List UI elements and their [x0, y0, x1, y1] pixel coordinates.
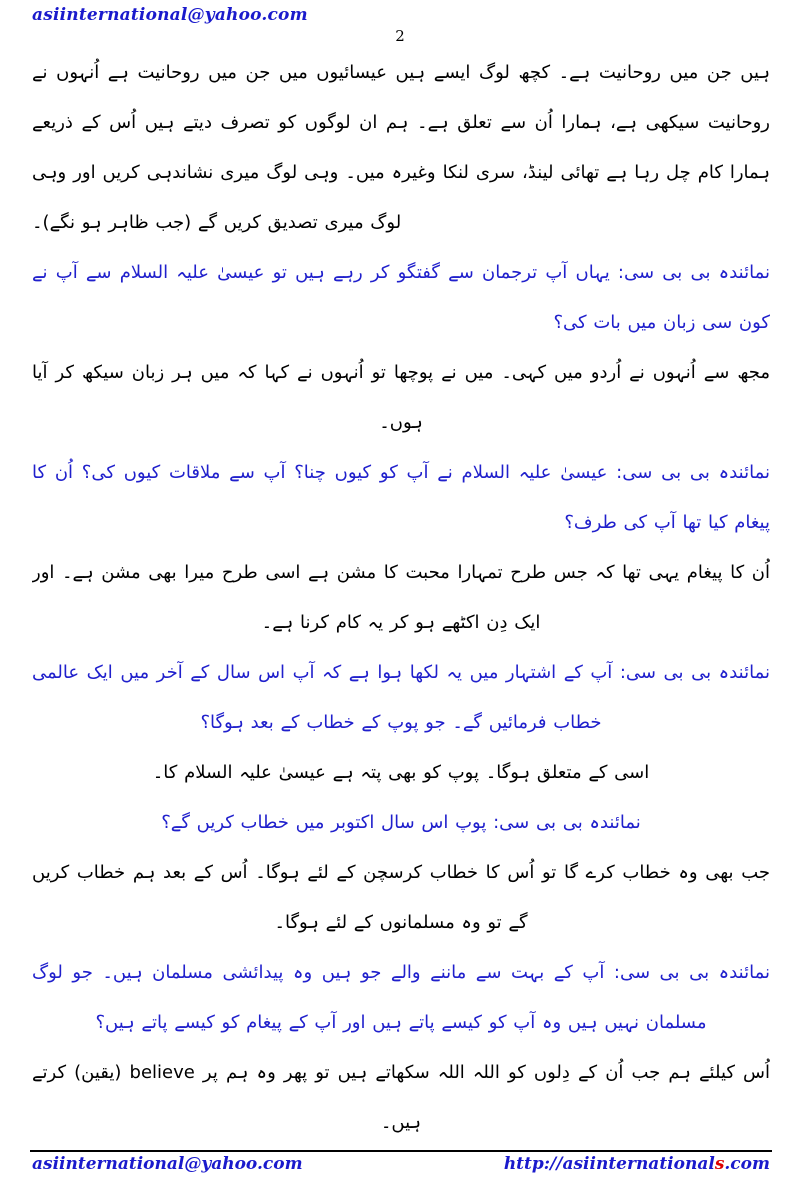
answer-paragraph: اُس کیلئے ہم جب اُن کے دِلوں کو اللہ اللہ سکھاتے ہیں تو پھر وہ ہم پر believe (یقین) کرتے ہیں۔ [32, 1062, 770, 1133]
question-paragraph: نمائندہ بی بی سی: آپ کے اشتہار میں یہ لکھا ہوا ہے کہ آپ اس سال کے آخر میں ایک عالمی خطاب فرمائیں گے۔ جو پوپ کے خطاب کے بعد ہوگا؟ [32, 662, 770, 733]
footer-divider [30, 1150, 772, 1152]
answer-paragraph: اُن کا پیغام یہی تھا کہ جس طرح تمہارا محبت کا مشن ہے اسی طرح میرا بھی مشن ہے۔ اور ایک دِن اکٹھے ہو کر یہ کام کرنا ہے۔ [32, 562, 770, 633]
answer-paragraph: اسی کے متعلق ہوگا۔ پوپ کو بھی پتہ ہے عیسیٰ علیہ السلام کا۔ [152, 762, 650, 783]
question-paragraph: نمائندہ بی بی سی: آپ کے بہت سے ماننے والے جو ہیں وہ پیدائشی مسلمان ہیں۔ جو لوگ مسلمان نہیں ہیں وہ آپ کو کیسے پاتے ہیں اور آپ کے پیغام کو کیسے پاتے ہیں؟ [32, 962, 770, 1033]
question-paragraph: نمائندہ بی بی سی: یہاں آپ ترجمان سے گفتگو کر رہے ہیں تو عیسیٰ علیہ السلام سے آپ نے کون سی زبان میں بات کی؟ [32, 262, 770, 333]
answer-paragraph: مجھ سے اُنہوں نے اُردو میں کہی۔ میں نے پوچھا تو اُنہوں نے کہا کہ میں ہر زبان سیکھ کر آیا ہوں۔ [32, 362, 770, 433]
question-paragraph: نمائندہ بی بی سی: عیسیٰ علیہ السلام نے آپ کو کیوں چنا؟ آپ سے ملاقات کیوں کی؟ اُن کا پیغام کیا تھا آپ کی طرف؟ [32, 462, 770, 533]
header-email-link[interactable]: asiinternational@yahoo.com [32, 5, 308, 25]
answer-paragraph: ہیں جن میں روحانیت ہے۔ کچھ لوگ ایسے ہیں عیسائیوں میں جن میں روحانیت ہے اُنہوں نے روحانیت سیکھی ہے، ہمارا اُن سے تعلق ہے۔ ہم ان لوگوں کو تصرف دیتے ہیں اُس کے ذریعے ہمارا کام چل رہا ہے تھائی لینڈ، سری لنکا وغیرہ میں۔ وہی لوگ میری نشاندہی کریں اور وہی لوگ میری تصدیق کریں گے (جب ظاہر ہو نگے)۔ [32, 62, 770, 233]
footer-url-s: s [714, 1154, 725, 1174]
question-paragraph: نمائندہ بی بی سی: پوپ اس سال اکتوبر میں خطاب کریں گے؟ [161, 812, 641, 833]
footer [32, 1154, 770, 1174]
answer-paragraph: جب بھی وہ خطاب کرے گا تو اُس کا خطاب کرسچن کے لئے ہوگا۔ اُس کے بعد ہم خطاب کریں گے تو وہ مسلمانوں کے لئے ہوگا۔ [32, 862, 770, 933]
document-content [32, 48, 770, 1144]
footer-email-link[interactable]: asiinternational@yahoo.com [32, 1154, 303, 1174]
footer-url-link[interactable] [504, 1154, 770, 1174]
footer-url-prefix: http://asiinternational [503, 1154, 715, 1174]
page-number: 2 [395, 27, 405, 45]
footer-url-suffix: .com [724, 1154, 770, 1174]
